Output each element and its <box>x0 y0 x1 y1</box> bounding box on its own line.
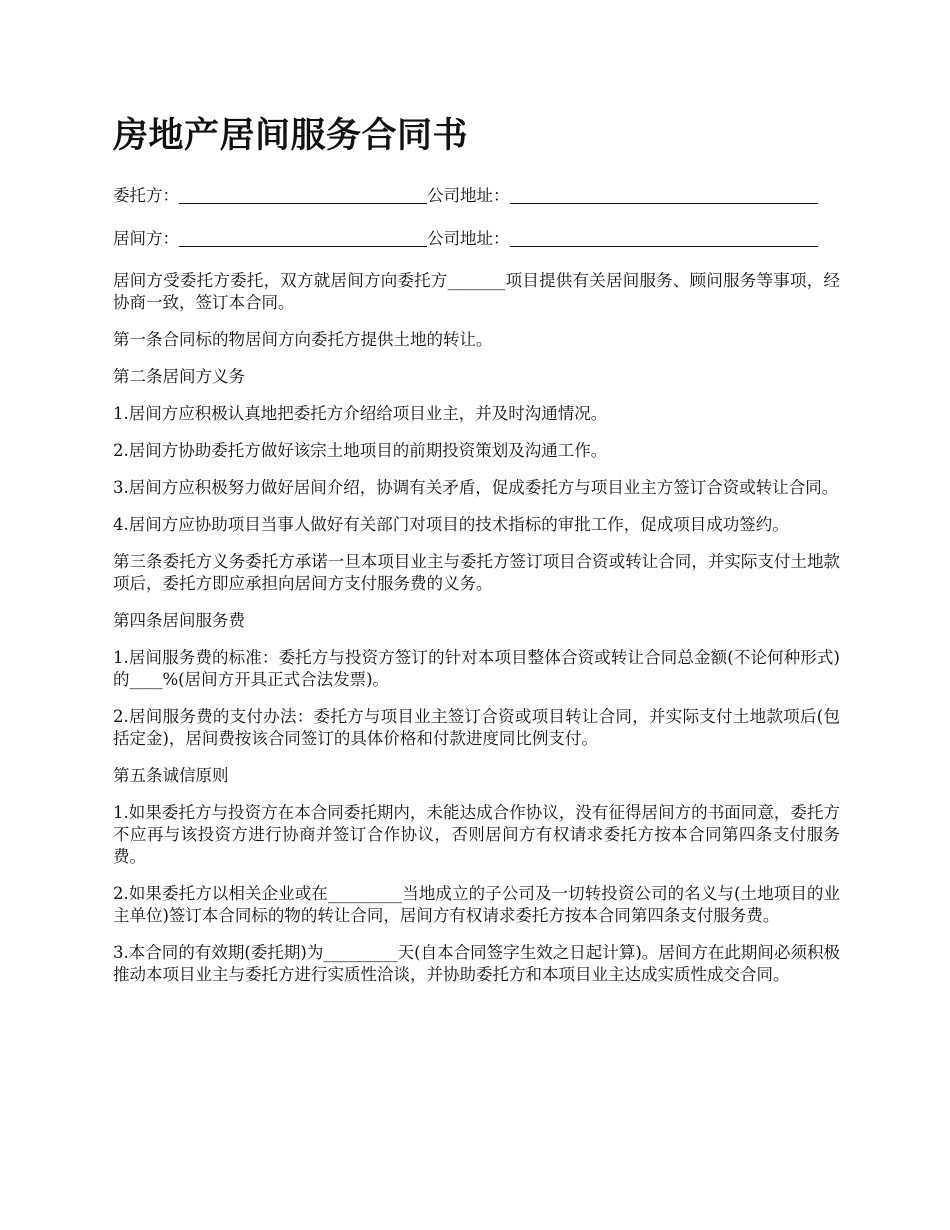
broker-label: 居间方： <box>113 229 179 248</box>
article-2-item-3: 3.居间方应积极努力做好居间介绍，协调有关矛盾，促成委托方与项目业主方签订合资或转让合同。 <box>113 478 839 497</box>
article-5-heading: 第五条诚信原则 <box>113 766 229 785</box>
client-party-row <box>113 184 840 208</box>
client-label: 委托方： <box>113 186 179 205</box>
article-4-heading: 第四条居间服务费 <box>113 611 245 630</box>
article-4-item-2: 2.居间服务费的支付办法：委托方与项目业主签订合资或项目转让合同，并实际支付土地款项后(包括定金)，居间费按该合同签订的具体价格和付款进度同比例支付。 <box>113 707 840 748</box>
client-address-blank <box>510 186 818 204</box>
broker-address-label: 公司地址： <box>427 229 510 248</box>
broker-address-blank <box>510 229 818 247</box>
article-2-item-1: 1.居间方应积极认真地把委托方介绍给项目业主，并及时沟通情况。 <box>113 404 608 423</box>
client-address-label: 公司地址： <box>427 186 510 205</box>
article-5-item-2: 2.如果委托方以相关企业或在_________当地成立的子公司及一切转投资公司的名义与(土地项目的业主单位)签订本合同标的物的转让合同，居间方有权请求委托方按本合同第四条支付服务费。 <box>113 884 840 925</box>
broker-name-blank <box>179 229 427 247</box>
article-3-paragraph: 第三条委托方义务委托方承诺一旦本项目业主与委托方签订项目合资或转让合同，并实际支付土地款项后，委托方即应承担向居间方支付服务费的义务。 <box>113 552 840 593</box>
document-title: 房地产居间服务合同书 <box>113 115 469 156</box>
article-2-item-4: 4.居间方应协助项目当事人做好有关部门对项目的技术指标的审批工作，促成项目成功签约。 <box>113 515 789 534</box>
article-2-heading: 第二条居间方义务 <box>113 367 245 386</box>
article-1-paragraph: 第一条合同标的物居间方向委托方提供土地的转让。 <box>113 330 493 349</box>
client-name-blank <box>179 186 427 204</box>
contract-page <box>113 110 840 1001</box>
article-4-item-1: 1.居间服务费的标准：委托方与投资方签订的针对本项目整体合资或转让合同总金额(不论何种形式)的____%(居间方开具正式合法发票)。 <box>113 648 840 689</box>
article-5-item-3: 3.本合同的有效期(委托期)为_________天(自本合同签字生效之日起计算)。居间方在此期间必须积极推动本项目业主与委托方进行实质性洽谈，并协助委托方和本项目业主达成实质性成交合同。 <box>113 943 840 984</box>
article-5-item-1: 1.如果委托方与投资方在本合同委托期内，未能达成合作协议，没有征得居间方的书面同意，委托方不应再与该投资方进行协商并签订合作协议，否则居间方有权请求委托方按本合同第四条支付服务费。 <box>113 803 840 866</box>
preamble-paragraph: 居间方受委托方委托，双方就居间方向委托方_______项目提供有关居间服务、顾问服务等事项，经协商一致，签订本合同。 <box>113 271 840 312</box>
broker-party-row <box>113 227 840 251</box>
article-2-item-2: 2.居间方协助委托方做好该宗土地项目的前期投资策划及沟通工作。 <box>113 441 608 460</box>
